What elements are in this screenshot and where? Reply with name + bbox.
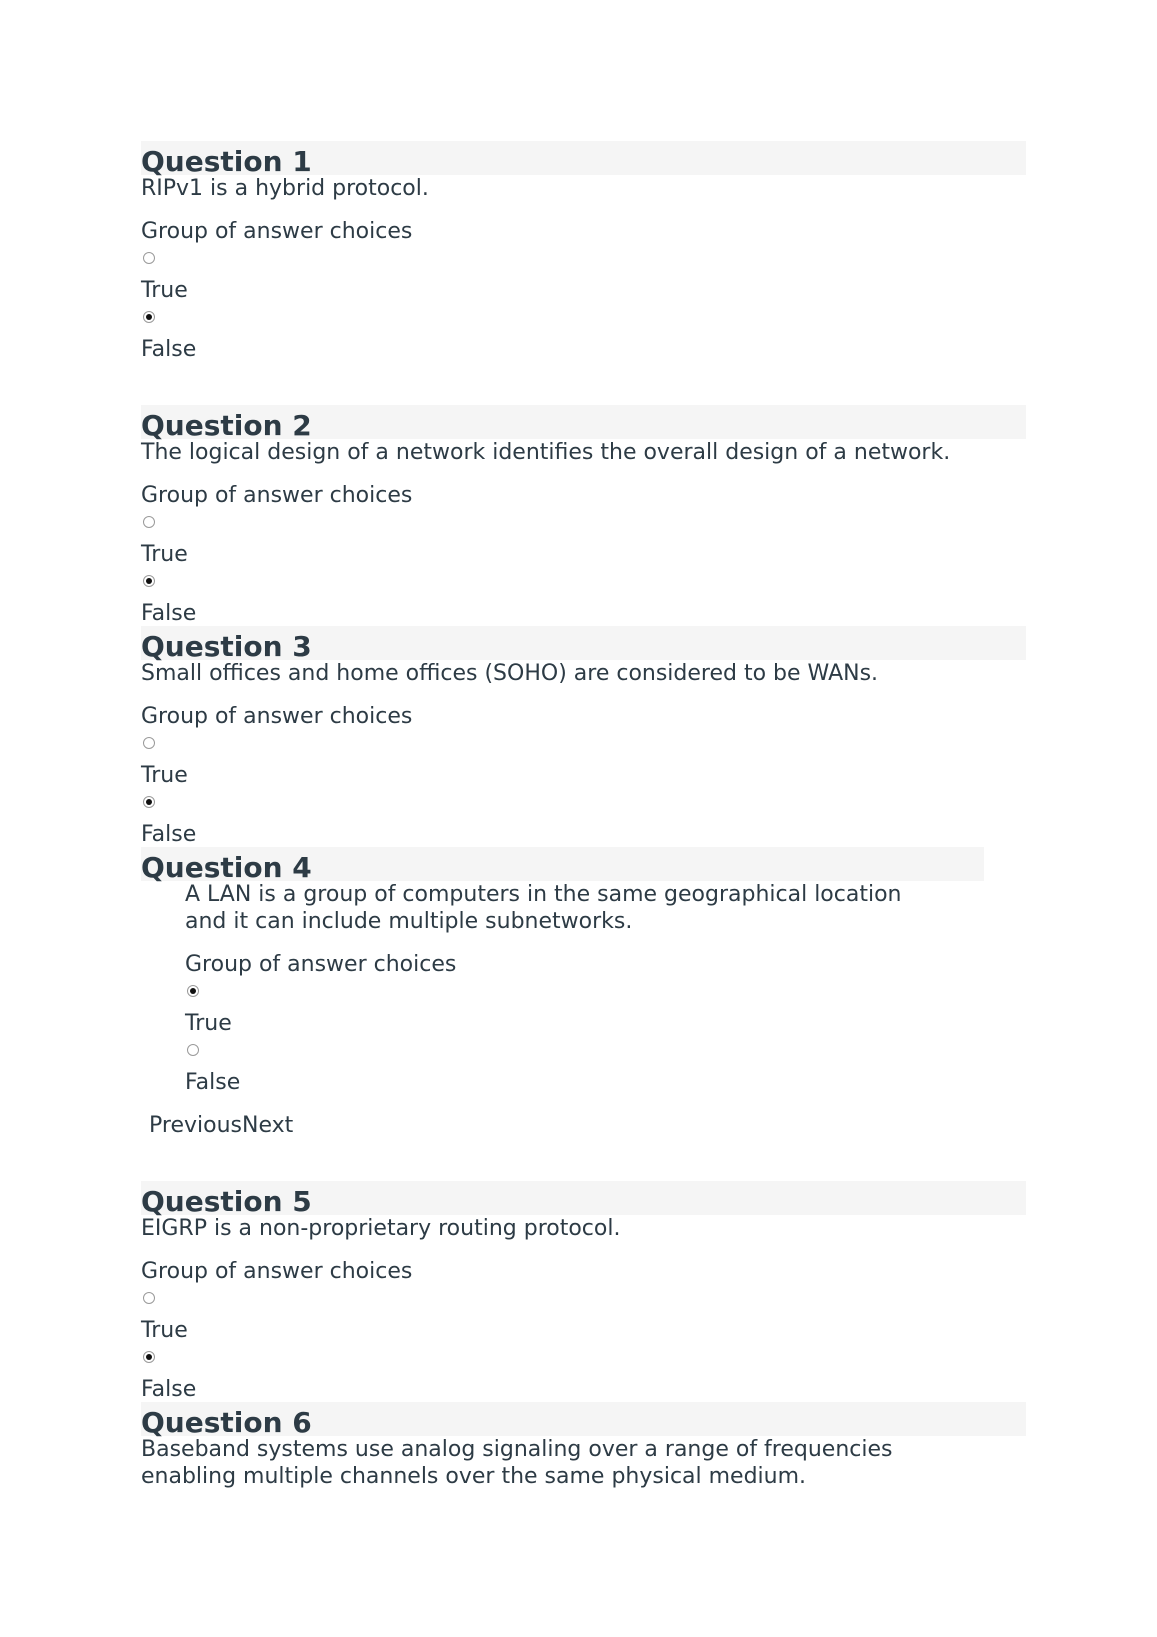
group-label: Group of answer choices [185,952,457,977]
option-label: True [141,1318,188,1343]
question-title: Question 4 [141,851,312,884]
question-text: Baseband systems use analog signaling over a range of frequencies [141,1437,893,1462]
question-6-header [141,1402,1026,1439]
question-text: EIGRP is a non-proprietary routing protocol. [141,1216,621,1241]
next-link[interactable]: Next [241,1113,294,1138]
question-title: Question 3 [141,630,312,663]
question-text: and it can include multiple subnetworks. [185,909,633,934]
radio-false[interactable] [143,311,155,323]
option-label: True [141,763,188,788]
option-label: False [141,337,197,362]
option-label: True [141,542,188,567]
radio-true[interactable] [187,985,199,997]
question-text: RIPv1 is a hybrid protocol. [141,176,429,201]
radio-true[interactable] [143,737,155,749]
question-title: Question 6 [141,1406,312,1439]
radio-false[interactable] [187,1044,199,1056]
question-1-header [141,141,1026,178]
question-5-header [141,1181,1026,1218]
option-label: False [141,1377,197,1402]
question-title: Question 5 [141,1185,312,1218]
group-label: Group of answer choices [141,704,413,729]
group-label: Group of answer choices [141,483,413,508]
radio-true[interactable] [143,1292,155,1304]
question-text: enabling multiple channels over the same physical medium. [141,1464,807,1489]
previous-link[interactable]: Previous [149,1113,242,1138]
radio-true[interactable] [143,516,155,528]
radio-false[interactable] [143,796,155,808]
radio-false[interactable] [143,575,155,587]
option-label: True [185,1011,232,1036]
question-text: The logical design of a network identifies the overall design of a network. [141,440,951,465]
question-title: Question 2 [141,409,312,442]
option-label: False [185,1070,241,1095]
option-label: False [141,822,197,847]
question-text: Small offices and home offices (SOHO) are considered to be WANs. [141,661,879,686]
question-2-header [141,405,1026,442]
question-text: A LAN is a group of computers in the same geographical location [185,882,902,907]
question-4-header [141,847,984,884]
radio-true[interactable] [143,252,155,264]
group-label: Group of answer choices [141,219,413,244]
group-label: Group of answer choices [141,1259,413,1284]
question-title: Question 1 [141,145,312,178]
question-3-header [141,626,1026,663]
option-label: False [141,601,197,626]
radio-false[interactable] [143,1351,155,1363]
pagination [149,1112,293,1139]
option-label: True [141,278,188,303]
